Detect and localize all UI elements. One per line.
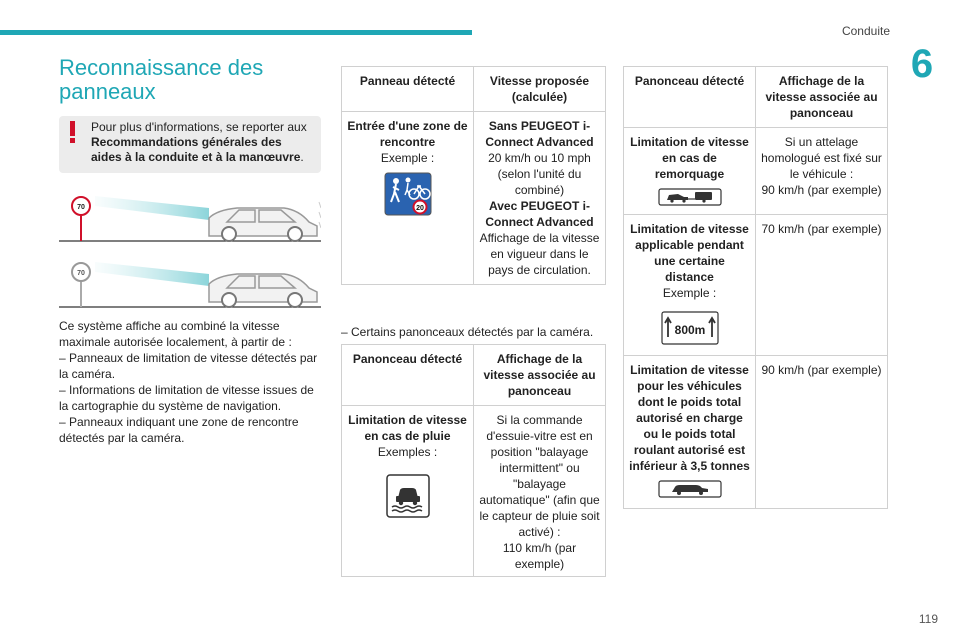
table-header: Affichage de la vitesse associée au panonceau	[474, 345, 606, 406]
table-row	[624, 356, 888, 509]
panonceaux-table	[623, 66, 888, 509]
table-row	[624, 128, 888, 215]
speed-sign-diagram-detected	[59, 192, 321, 244]
row-label: Limitation de vitesse applicable pendant une certaine distance	[630, 222, 749, 284]
speed-value: 90 km/h (par exemple)	[761, 183, 882, 197]
row-label: Limitation de vitesse en cas de remorquage	[630, 135, 749, 181]
car-panonceau-icon	[658, 480, 722, 498]
distance-panonceau-icon	[661, 311, 719, 345]
table-header-row	[342, 67, 606, 112]
panonceaux-note: – Certains panonceaux détectés par la caméra.	[341, 325, 594, 339]
diagram-sign-text: 70	[77, 270, 85, 277]
table-header-row	[624, 67, 888, 128]
rain-panonceau-icon	[386, 474, 430, 518]
table-header-row	[342, 345, 606, 406]
detected-signs-table	[341, 66, 606, 285]
row-sublabel: Exemple :	[662, 286, 717, 300]
chapter-number: 6	[910, 42, 934, 86]
warning-text: Pour plus d'informations, se reporter aux Recommandations générales des aides à la conduite et à la manœuvre.	[91, 120, 307, 164]
zone-sign-text: 20	[415, 205, 424, 212]
intro-item: – Panneaux indiquant une zone de rencontre détectés par la caméra.	[59, 415, 299, 445]
diagram-sign-text: 70	[77, 204, 85, 211]
speed-value: 90 km/h (par exemple)	[761, 363, 882, 377]
row-label: Limitation de vitesse pour les véhicules dont le poids total autorisé en charge ou le poids total roulant autorisé est inférieur à 3,5 tonnes	[629, 363, 750, 473]
distance-sign-text: 800m	[674, 323, 705, 337]
speed-value: 70 km/h (par exemple)	[761, 222, 882, 236]
table-header: Panneau détecté	[342, 67, 474, 112]
warning-box	[59, 116, 321, 173]
table-header: Panonceau détecté	[624, 67, 756, 128]
table-row	[624, 215, 888, 356]
warning-icon	[69, 121, 76, 143]
intro-item: – Panneaux de limitation de vitesse détectés par la caméra.	[59, 351, 318, 381]
option-label: Avec PEUGEOT i-Connect Advanced	[485, 199, 594, 229]
row-sublabel: Exemples :	[377, 445, 438, 459]
header-accent-bar	[0, 30, 472, 35]
table-header: Vitesse proposée (calculée)	[474, 67, 606, 112]
table-row	[342, 112, 606, 285]
row-label: Limitation de vitesse en cas de pluie	[348, 413, 467, 443]
page-title: Reconnaissance des panneaux	[59, 55, 264, 104]
speed-sign-diagram-passed	[59, 258, 321, 310]
warning-link-text: Recommandations générales des aides à la conduite et à la manœuvre	[91, 135, 301, 164]
page-number: 119	[918, 612, 938, 626]
option-label: Sans PEUGEOT i-Connect Advanced	[485, 119, 594, 149]
table-header: Panonceau détecté	[342, 345, 474, 406]
encounter-zone-sign-icon	[384, 172, 432, 216]
towing-panonceau-icon	[658, 188, 722, 206]
speed-description: Affichage de la vitesse en vigueur dans le pays de circulation.	[479, 231, 600, 277]
table-row	[342, 406, 606, 577]
condition-text: Si un attelage homologué est fixé sur le véhicule :	[761, 135, 882, 181]
rain-panonceau-table	[341, 344, 606, 577]
row-label: Entrée d'une zone de rencontre	[347, 119, 468, 149]
section-title: Conduite	[841, 24, 890, 38]
table-header: Affichage de la vitesse associée au panonceau	[756, 67, 888, 128]
speed-value: 110 km/h (par exemple)	[502, 541, 577, 571]
intro-item: – Informations de limitation de vitesse issues de la cartographie du système de navigation.	[59, 383, 314, 413]
row-sublabel: Exemple :	[380, 151, 435, 165]
condition-text: Si la commande d'essuie-vitre est en position "balayage intermittent" ou "balayage automatique" (afin que le capteur de pluie soit activé) :	[479, 413, 600, 539]
intro-paragraph: Ce système affiche au combiné la vitesse maximale autorisée localement, à partir de :	[59, 319, 292, 349]
speed-value: 20 km/h ou 10 mph (selon l'unité du combiné)	[488, 151, 591, 197]
intro-text	[59, 318, 325, 446]
